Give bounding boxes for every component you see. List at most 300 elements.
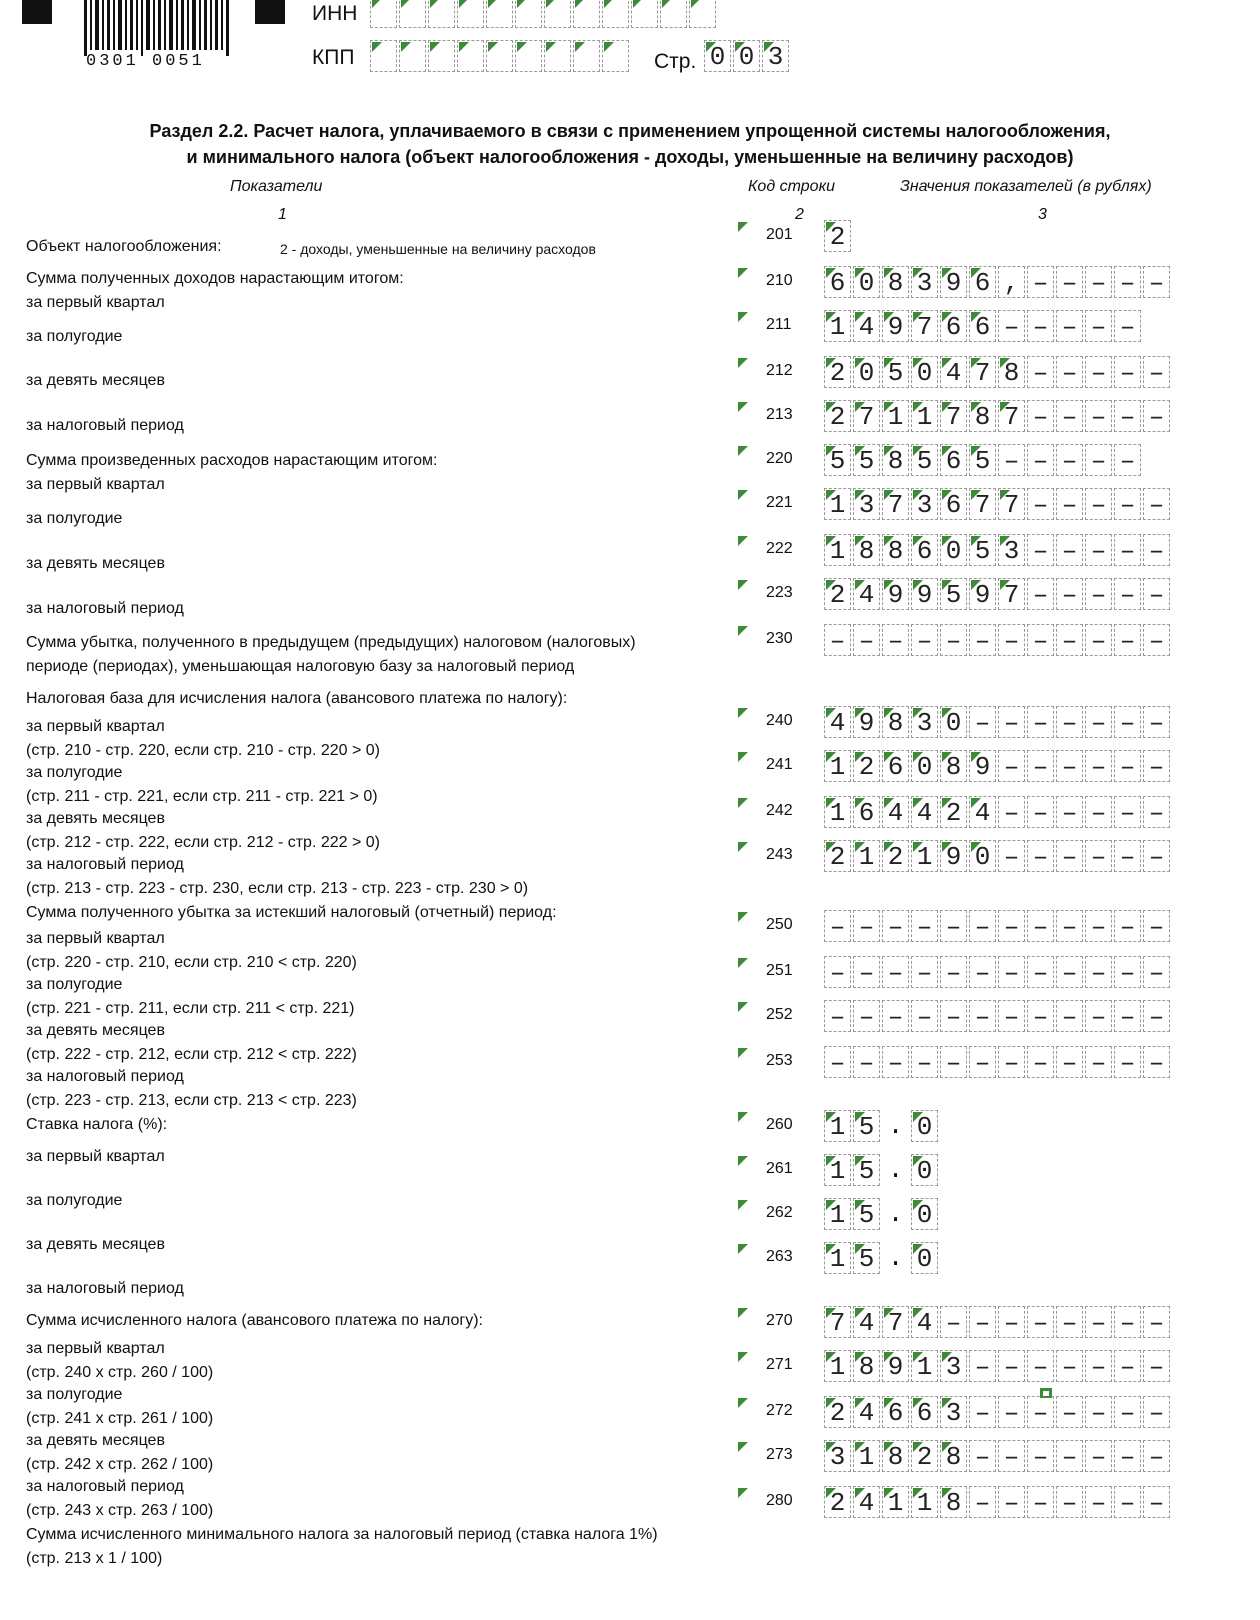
value-cell: – (1056, 956, 1083, 988)
value-cell: – (1143, 400, 1170, 432)
value-cell: 0 (911, 1242, 938, 1274)
section-230-line2: периоде (периодах), уменьшающая налоговую базу за налоговый период (26, 658, 575, 675)
value-cell: 9 (969, 750, 996, 782)
section-250: Сумма полученного убытка за истекший налоговый (отчетный) период: (26, 904, 557, 921)
value-cell: – (1085, 796, 1112, 828)
value-cell: – (1114, 444, 1141, 476)
label-262: за девять месяцев (26, 1236, 165, 1253)
value-cell: – (1143, 578, 1170, 610)
formula-252: (стр. 222 - стр. 212, если стр. 212 < стр. 222) (26, 1046, 357, 1063)
value-cell: – (998, 1396, 1025, 1428)
code-222: 222 (766, 540, 793, 557)
value-cell: 4 (853, 1486, 880, 1518)
barcode (84, 0, 234, 56)
inn-cells[interactable] (370, 0, 718, 28)
value-cell: 8 (882, 266, 909, 298)
value-cell: 6 (882, 750, 909, 782)
value-cell: – (911, 1046, 938, 1078)
value-field-222[interactable] (824, 534, 1172, 566)
column-number-2: 2 (795, 206, 804, 223)
value-cell: 7 (853, 400, 880, 432)
label-210: за первый квартал (26, 294, 165, 311)
value-cell: – (969, 1000, 996, 1032)
value-cell: – (1114, 910, 1141, 942)
value-cell: – (1114, 1306, 1141, 1338)
corner-marker-right (255, 0, 285, 24)
value-cell: – (969, 1046, 996, 1078)
value-cell: . (887, 1111, 904, 1141)
formula-272: (стр. 242 х стр. 262 / 100) (26, 1456, 214, 1473)
value-cell: – (1027, 400, 1054, 432)
value-cell: 5 (882, 356, 909, 388)
value-cell: – (998, 910, 1025, 942)
value-cell: – (1114, 266, 1141, 298)
value-cell: – (1027, 488, 1054, 520)
value-cell: – (969, 910, 996, 942)
value-cell: – (1027, 444, 1054, 476)
row-marker-250 (738, 912, 748, 922)
value-cell: 3 (911, 706, 938, 738)
label-221: за полугодие (26, 510, 123, 527)
value-cell: – (1143, 488, 1170, 520)
value-cell: – (1085, 534, 1112, 566)
value-cell: 2 (824, 220, 851, 252)
label-220: за первый квартал (26, 476, 165, 493)
value-field-213[interactable] (824, 400, 1172, 432)
value-cell: 7 (911, 310, 938, 342)
formula-251: (стр. 221 - стр. 211, если стр. 211 < стр. 221) (26, 1000, 355, 1017)
section-280-line2: (стр. 213 х 1 / 100) (26, 1550, 163, 1567)
value-cell: – (1085, 488, 1112, 520)
code-280: 280 (766, 1492, 793, 1509)
row-marker-271 (738, 1352, 748, 1362)
value-cell: 1 (824, 310, 851, 342)
value-cell: 7 (940, 400, 967, 432)
section-title-line1: Раздел 2.2. Расчет налога, уплачиваемого в связи с применением упрощенной системы налогообложения, (149, 121, 1111, 141)
label-251: за полугодие (26, 976, 123, 993)
value-cell: – (1114, 956, 1141, 988)
value-cell: – (1143, 356, 1170, 388)
value-cell: – (853, 1000, 880, 1032)
row-marker-270 (738, 1308, 748, 1318)
code-242: 242 (766, 802, 793, 819)
value-cell: . (887, 1199, 904, 1229)
value-cell: 1 (882, 1486, 909, 1518)
value-field-271[interactable] (824, 1350, 1172, 1382)
value-cell: – (1085, 400, 1112, 432)
value-field-261[interactable] (824, 1154, 940, 1186)
row-marker-213 (738, 402, 748, 412)
value-cell: 5 (940, 578, 967, 610)
value-cell: – (1085, 1440, 1112, 1472)
value-cell: – (998, 1046, 1025, 1078)
value-cell: – (1027, 1000, 1054, 1032)
value-cell: 6 (969, 266, 996, 298)
value-field-242[interactable] (824, 796, 1172, 828)
value-cell: 7 (882, 488, 909, 520)
value-cell: 2 (824, 1396, 851, 1428)
label-252: за девять месяцев (26, 1022, 165, 1039)
column-number-1: 1 (278, 206, 287, 223)
value-cell: – (1027, 1396, 1054, 1428)
value-cell: – (1114, 534, 1141, 566)
value-field-201[interactable] (824, 220, 853, 252)
value-cell: 6 (911, 1396, 938, 1428)
value-cell: – (969, 1486, 996, 1518)
row-marker-273 (738, 1442, 748, 1452)
label-241: за полугодие (26, 764, 123, 781)
value-cell: – (911, 910, 938, 942)
code-243: 243 (766, 846, 793, 863)
value-field-272[interactable] (824, 1396, 1172, 1428)
value-cell: – (969, 706, 996, 738)
value-cell: – (1056, 1396, 1083, 1428)
row-marker-252 (738, 1002, 748, 1012)
value-cell: 6 (853, 796, 880, 828)
value-cell: – (998, 1440, 1025, 1472)
value-field-270[interactable] (824, 1306, 1172, 1338)
value-cell: – (1056, 488, 1083, 520)
row-marker-211 (738, 312, 748, 322)
code-253: 253 (766, 1052, 793, 1069)
value-cell: – (1114, 796, 1141, 828)
value-cell: 1 (824, 534, 851, 566)
value-cell: 9 (969, 578, 996, 610)
value-cell: – (1056, 840, 1083, 872)
value-field-212[interactable] (824, 356, 1172, 388)
code-241: 241 (766, 756, 793, 773)
value-cell: 3 (940, 1396, 967, 1428)
value-cell: – (1143, 840, 1170, 872)
value-cell: – (824, 1046, 851, 1078)
value-cell: 8 (940, 1486, 967, 1518)
value-cell: – (1056, 1306, 1083, 1338)
column-number-3: 3 (1038, 206, 1047, 223)
value-cell: 0 (853, 356, 880, 388)
value-field-221[interactable] (824, 488, 1172, 520)
formula-242: (стр. 212 - стр. 222, если стр. 212 - стр. 222 > 0) (26, 834, 380, 851)
value-cell: – (940, 1306, 967, 1338)
formula-271: (стр. 241 х стр. 261 / 100) (26, 1410, 214, 1427)
value-cell: – (1085, 266, 1112, 298)
value-cell: – (1114, 706, 1141, 738)
column-header-values: Значения показателей (в рублях) (900, 178, 1152, 195)
value-cell: 3 (911, 266, 938, 298)
value-cell: – (1085, 1486, 1112, 1518)
value-cell: – (1056, 310, 1083, 342)
value-cell: – (969, 624, 996, 656)
value-cell: – (853, 1046, 880, 1078)
value-cell: – (969, 956, 996, 988)
value-cell: 2 (940, 796, 967, 828)
value-cell: – (1114, 310, 1141, 342)
value-cell: 2 (824, 578, 851, 610)
value-cell: 0 (911, 1198, 938, 1230)
value-cell: 8 (882, 1440, 909, 1472)
value-cell: 0 (911, 356, 938, 388)
value-cell: 1 (824, 750, 851, 782)
value-cell: – (1056, 356, 1083, 388)
value-cell: 7 (824, 1306, 851, 1338)
value-cell: 4 (853, 578, 880, 610)
value-cell: 5 (911, 444, 938, 476)
value-cell: 1 (853, 1440, 880, 1472)
value-cell: – (1056, 1000, 1083, 1032)
value-cell: – (911, 624, 938, 656)
value-cell: 0 (940, 534, 967, 566)
value-cell: – (882, 956, 909, 988)
label-273: за налоговый период (26, 1478, 184, 1495)
value-cell: – (824, 1000, 851, 1032)
value-cell: – (1027, 910, 1054, 942)
value-cell: – (1143, 750, 1170, 782)
desc-201: 2 - доходы, уменьшенные на величину расходов (280, 241, 596, 257)
value-cell: 0 (853, 266, 880, 298)
value-cell: – (969, 1350, 996, 1382)
label-250: за первый квартал (26, 930, 165, 947)
value-cell: – (1085, 1350, 1112, 1382)
value-cell: – (1056, 444, 1083, 476)
value-cell: – (1114, 1440, 1141, 1472)
value-field-262[interactable] (824, 1198, 940, 1230)
value-cell: – (1085, 1000, 1112, 1032)
value-cell: – (1143, 910, 1170, 942)
value-field-223[interactable] (824, 578, 1172, 610)
value-cell: 8 (853, 534, 880, 566)
value-cell: – (824, 624, 851, 656)
code-212: 212 (766, 362, 793, 379)
section-220: Сумма произведенных расходов нарастающим итогом: (26, 452, 438, 469)
value-cell: – (1085, 578, 1112, 610)
page-number-cells[interactable]: 0 0 3 (704, 40, 791, 72)
value-cell: 4 (911, 1306, 938, 1338)
value-cell: – (1027, 840, 1054, 872)
value-cell: – (1114, 488, 1141, 520)
code-220: 220 (766, 450, 793, 467)
value-cell: 5 (969, 534, 996, 566)
value-field-251[interactable] (824, 956, 1172, 988)
value-cell: – (1056, 266, 1083, 298)
code-261: 261 (766, 1160, 793, 1177)
row-marker-251 (738, 958, 748, 968)
code-213: 213 (766, 406, 793, 423)
value-cell: – (1114, 1000, 1141, 1032)
value-cell: – (1027, 534, 1054, 566)
row-marker-220 (738, 446, 748, 456)
value-cell: – (1114, 840, 1141, 872)
value-cell: 6 (824, 266, 851, 298)
value-cell: – (1085, 1396, 1112, 1428)
label-261: за полугодие (26, 1192, 123, 1209)
value-field-252[interactable] (824, 1000, 1172, 1032)
code-262: 262 (766, 1204, 793, 1221)
value-cell: . (887, 1243, 904, 1273)
value-cell: 9 (940, 266, 967, 298)
value-cell: – (853, 956, 880, 988)
value-cell: 7 (998, 488, 1025, 520)
value-cell: 2 (824, 400, 851, 432)
value-cell: 9 (940, 840, 967, 872)
value-field-253[interactable] (824, 1046, 1172, 1078)
value-cell: – (1114, 356, 1141, 388)
label-243: за налоговый период (26, 856, 184, 873)
value-field-220[interactable] (824, 444, 1143, 476)
code-260: 260 (766, 1116, 793, 1133)
row-marker-210 (738, 268, 748, 278)
value-cell: . (887, 1155, 904, 1185)
value-cell: 5 (853, 1198, 880, 1230)
value-cell: 7 (998, 578, 1025, 610)
value-cell: 4 (882, 796, 909, 828)
value-cell: 4 (824, 706, 851, 738)
value-cell: – (911, 956, 938, 988)
label-271: за полугодие (26, 1386, 123, 1403)
value-cell: 0 (911, 1110, 938, 1142)
value-cell: – (1027, 266, 1054, 298)
value-cell: – (1143, 1350, 1170, 1382)
value-cell: 4 (853, 1306, 880, 1338)
value-cell: – (1056, 624, 1083, 656)
value-field-210[interactable] (824, 266, 1172, 298)
code-201: 201 (766, 226, 793, 243)
value-cell: – (1027, 956, 1054, 988)
value-cell: 1 (824, 1110, 851, 1142)
value-cell: 6 (882, 1396, 909, 1428)
value-cell: 7 (882, 1306, 909, 1338)
label-211: за полугодие (26, 328, 123, 345)
value-field-280[interactable] (824, 1486, 1172, 1518)
value-cell: 8 (853, 1350, 880, 1382)
code-263: 263 (766, 1248, 793, 1265)
cursor-marker-icon (1040, 1388, 1052, 1398)
column-header-code: Код строки (748, 178, 836, 195)
value-cell: 5 (853, 1154, 880, 1186)
value-cell: – (1085, 956, 1112, 988)
row-marker-272 (738, 1398, 748, 1408)
value-cell: 1 (824, 1242, 851, 1274)
value-cell: 2 (882, 840, 909, 872)
value-cell: – (1027, 1440, 1054, 1472)
value-cell: – (1027, 1486, 1054, 1518)
value-field-243[interactable] (824, 840, 1172, 872)
value-cell: 1 (911, 400, 938, 432)
value-cell: – (1056, 706, 1083, 738)
value-cell: 0 (969, 840, 996, 872)
value-field-263[interactable] (824, 1242, 940, 1274)
value-cell: – (1056, 1486, 1083, 1518)
formula-253: (стр. 223 - стр. 213, если стр. 213 < стр. 223) (26, 1092, 357, 1109)
value-cell: 5 (824, 444, 851, 476)
section-270: Сумма исчисленного налога (авансового платежа по налогу): (26, 1312, 483, 1329)
row-marker-212 (738, 358, 748, 368)
value-cell: – (882, 1046, 909, 1078)
value-cell: – (1143, 1306, 1170, 1338)
value-cell: – (1114, 578, 1141, 610)
value-cell: – (998, 1000, 1025, 1032)
kpp-cells[interactable] (370, 40, 631, 72)
code-230: 230 (766, 630, 793, 647)
value-cell: 8 (998, 356, 1025, 388)
value-cell: – (1056, 796, 1083, 828)
section-230-line1: Сумма убытка, полученного в предыдущем (предыдущих) налоговом (налоговых) (26, 634, 636, 651)
value-cell: 1 (824, 1350, 851, 1382)
value-cell: 8 (882, 534, 909, 566)
row-marker-253 (738, 1048, 748, 1058)
value-cell: 6 (969, 310, 996, 342)
formula-240: (стр. 210 - стр. 220, если стр. 210 - стр. 220 > 0) (26, 742, 380, 759)
row-marker-222 (738, 536, 748, 546)
value-cell: 7 (969, 488, 996, 520)
label-201: Объект налогообложения: (26, 238, 222, 255)
value-cell: – (969, 1396, 996, 1428)
value-cell: – (998, 706, 1025, 738)
value-field-250[interactable] (824, 910, 1172, 942)
value-cell: – (1114, 624, 1141, 656)
code-211: 211 (766, 316, 792, 333)
value-cell: – (1143, 706, 1170, 738)
value-field-230[interactable] (824, 624, 1172, 656)
row-marker-201 (738, 222, 748, 232)
value-cell: 6 (940, 310, 967, 342)
value-field-211[interactable] (824, 310, 1143, 342)
value-field-241[interactable] (824, 750, 1172, 782)
label-242: за девять месяцев (26, 810, 165, 827)
code-251: 251 (766, 962, 793, 979)
value-cell: 5 (969, 444, 996, 476)
value-cell: 1 (911, 1350, 938, 1382)
value-cell: – (1143, 956, 1170, 988)
value-field-240[interactable] (824, 706, 1172, 738)
value-cell: 4 (853, 310, 880, 342)
code-252: 252 (766, 1006, 793, 1023)
barcode-number: 0301 0051 (86, 52, 205, 71)
label-240: за первый квартал (26, 718, 165, 735)
value-cell: – (998, 1350, 1025, 1382)
value-cell: – (1143, 624, 1170, 656)
value-cell: – (998, 796, 1025, 828)
value-cell: 9 (882, 578, 909, 610)
value-field-260[interactable] (824, 1110, 940, 1142)
value-cell: – (1085, 1046, 1112, 1078)
value-cell: – (969, 1440, 996, 1472)
value-cell: 4 (853, 1396, 880, 1428)
value-cell: 0 (911, 750, 938, 782)
row-marker-262 (738, 1200, 748, 1210)
value-cell: 1 (824, 488, 851, 520)
value-cell: – (1143, 1046, 1170, 1078)
value-cell: 9 (853, 706, 880, 738)
value-cell: 1 (911, 840, 938, 872)
corner-marker-left (22, 0, 52, 24)
value-cell: 3 (940, 1350, 967, 1382)
label-222: за девять месяцев (26, 555, 165, 572)
value-cell: 2 (824, 356, 851, 388)
value-cell: – (1085, 910, 1112, 942)
value-cell: 8 (940, 1440, 967, 1472)
value-cell: 5 (853, 1242, 880, 1274)
value-cell: – (1027, 310, 1054, 342)
value-cell: – (1085, 624, 1112, 656)
value-cell: 6 (940, 444, 967, 476)
value-cell: – (1027, 1046, 1054, 1078)
value-cell: 5 (853, 444, 880, 476)
value-cell: 8 (940, 750, 967, 782)
code-221: 221 (766, 494, 793, 511)
value-field-273[interactable] (824, 1440, 1172, 1472)
value-cell: – (1114, 400, 1141, 432)
value-cell: 1 (882, 400, 909, 432)
value-cell: – (940, 910, 967, 942)
